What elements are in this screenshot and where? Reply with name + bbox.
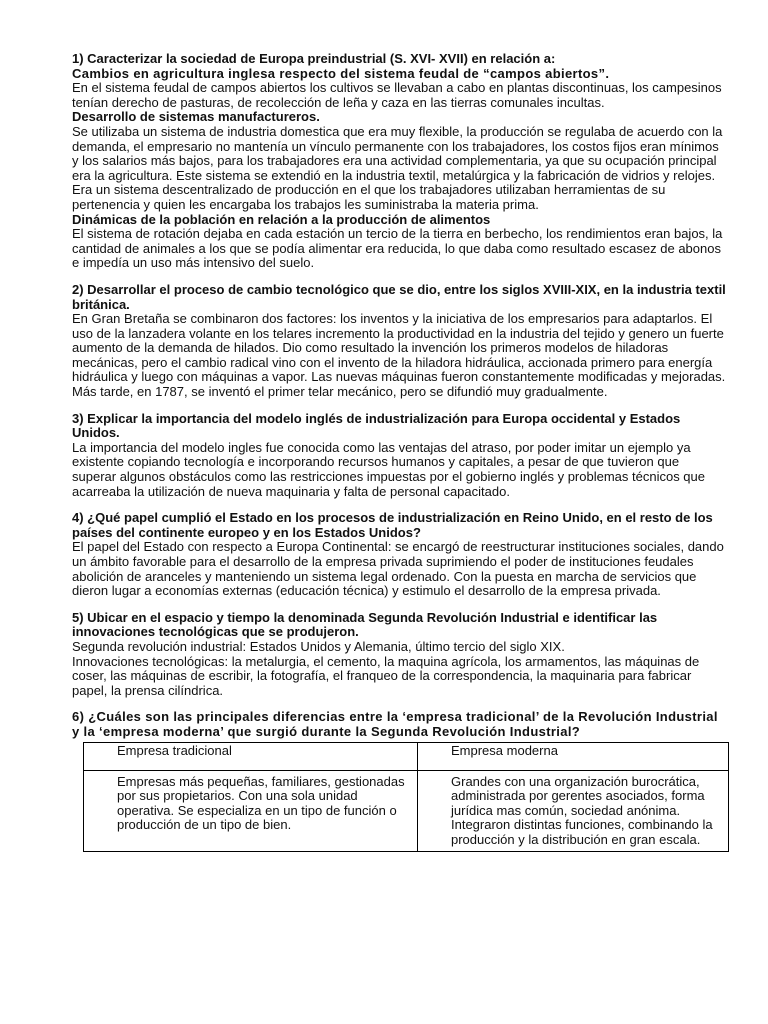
question-1-title: 1) Caracterizar la sociedad de Europa preindustrial (S. XVI- XVII) en relación a:: [72, 51, 556, 66]
question-5-answer-innovations: Innovaciones tecnológicas: la metalurgia, el cemento, la maquina agrícola, los armamentos, las máquinas de coser, las máquinas de escribir, la fotografía, el franqueo de la correspondencia, la maquinaria para fabricar papel, la prensa cilíndrica.: [72, 653, 700, 698]
q1-answer-agriculture: En el sistema feudal de campos abiertos los cultivos se llevaban a cabo en plantas discontinuas, los campesinos tenían derecho de pasturas, de recolección de leña y caza en las tierras comunales incultas.: [72, 80, 722, 110]
question-5-answer-location: Segunda revolución industrial: Estados Unidos y Alemania, último tercio del siglo XIX.: [72, 638, 565, 654]
spacer: [72, 599, 726, 611]
question-4-title: 4) ¿Qué papel cumplió el Estado en los procesos de industrialización en Reino Unido, en el resto de los países del continente europeo y en los Estados Unidos?: [72, 510, 713, 540]
table-cell-traditional: Empresas más pequeñas, familiares, gestionadas por sus propietarios. Con una sola unidad operativa. Se especializa en un tipo de función o producción de un tipo de bien.: [84, 770, 418, 851]
spacer: [72, 400, 726, 412]
q1-subheading-manufacturing: Desarrollo de sistemas manufactureros.: [72, 109, 320, 125]
table-cell-modern: Grandes con una organización burocrática, administrada por gerentes asociados, forma jurídica mas común, sociedad anónima. Integraron distintas funciones, combinando la producción y la distribución en gran escala.: [418, 770, 729, 851]
question-2-answer: En Gran Bretaña se combinaron dos factores: los inventos y la iniciativa de los empresarios para adaptarlos. El uso de la lanzadera volante en los telares incremento la productividad en la industria del tejido y genero un fuerte aumento de la demanda de hilados. Dio como resultado la invención los primeros modelos de hiladoras mecánicas, pero el cambio radical vino con el invento de la hiladora hidráulica, accionada primero para energía hidráulica y luego con máquinas a vapor. Las nuevas máquinas fueron constantemente modificadas y mejoradas. Más tarde, en 1787, se inventó el primer telar mecánico, pero se difundió muy gradualmente.: [72, 311, 726, 400]
question-2-title: 2) Desarrollar el proceso de cambio tecnológico que se dio, entre los siglos XVIII-XIX, en la industria textil británica.: [72, 281, 726, 312]
comparison-table: [83, 742, 729, 852]
table-header-row: [84, 742, 729, 770]
document-page: [72, 52, 726, 852]
question-5-title: 5) Ubicar en el espacio y tiempo la denominada Segunda Revolución Industrial e identificar las innovaciones tecnológicas que se produjeron.: [72, 609, 658, 640]
q1-subheading-population: Dinámicas de la población en relación a la producción de alimentos: [72, 211, 491, 227]
question-3-answer: La importancia del modelo ingles fue conocida como las ventajas del atraso, por poder imitar un ejemplo ya existente copiando tecnología e incorporando recursos humanos y capitales, a pesar de que tuvieron que superar algunos obstáculos como las restricciones impuestas por el gobierno inglés y problemas técnicos que acarreaba la utilización de nueva maquinaria y falta de personal capacitado.: [72, 439, 706, 499]
q1-answer-manufacturing: Se utilizaba un sistema de industria domestica que era muy flexible, la producción se regulaba de acuerdo con la demanda, el empresario no mantenía un vínculo permanente con los trabajadores, los costos fijos eran mínimos y los salarios más bajos, para los trabajadores era una actividad complementaria, ya que su ocupación principal era la agricultura. Este sistema se extendió en la industria textil, metalúrgica y la fabricación de vidrios y relojes. Era un sistema descentralizado de producción en el que los trabajadores utilizaban herramientas de su pertenencia y quien les encargaba los trabajos les suministraba la materia prima.: [72, 123, 723, 212]
question-6-title: 6) ¿Cuáles son las principales diferencias entre la ‘empresa tradicional’ de la Revolución Industrial y la ‘empresa moderna’ que surgió durante la Segunda Revolución Industrial?: [72, 709, 718, 739]
q1-answer-population: El sistema de rotación dejaba en cada estación un tercio de la tierra en berbecho, los rendimientos eran bajos, la cantidad de animales a los que se podía alimentar era reducida, lo que daba como resultado escasez de abonos e impedía un uso más intensivo del suelo.: [72, 226, 723, 271]
table-header-traditional: Empresa tradicional: [84, 742, 418, 770]
table-header-modern: Empresa moderna: [418, 742, 729, 770]
question-4-answer: El papel del Estado con respecto a Europa Continental: se encargó de reestructurar instituciones sociales, dando un ámbito favorable para el desarrollo de la empresa privada suprimiendo el poder de instituciones feudales abolición de aranceles y manteniendo un sistema legal ordenado. Con la puesta en marcha de servicios que dieron lugar a economías externas (educación técnica) y estimulo el desarrollo de la empresa privada.: [72, 539, 724, 599]
q1-subheading-agriculture: Cambios en agricultura inglesa respecto del sistema feudal de “campos abiertos”.: [72, 65, 610, 81]
table-row: [84, 770, 729, 851]
question-3-title: 3) Explicar la importancia del modelo inglés de industrialización para Europa occidental y Estados Unidos.: [72, 410, 681, 441]
